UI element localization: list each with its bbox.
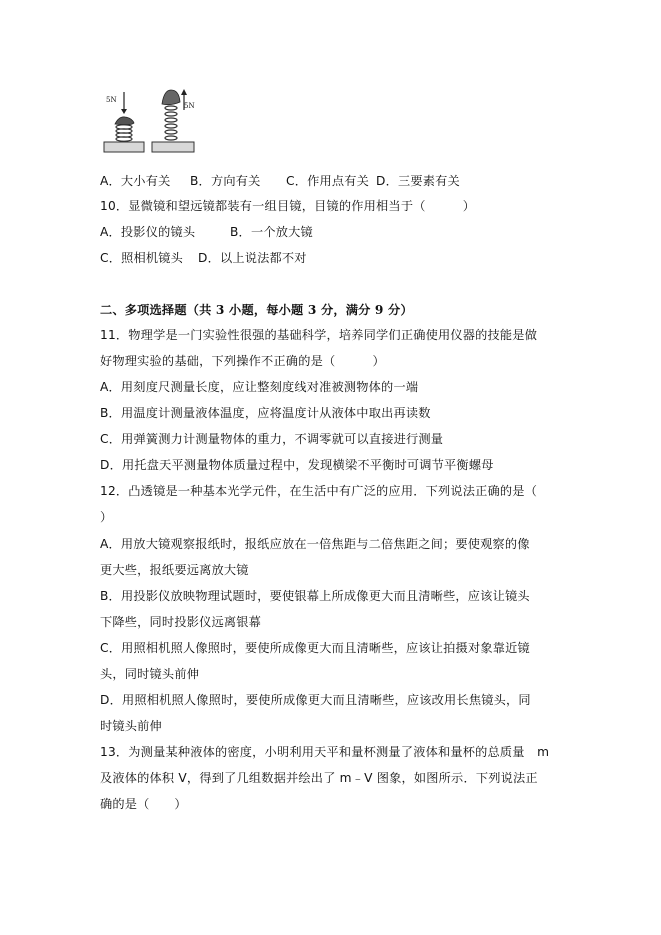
left-force-label: 5N bbox=[106, 96, 117, 104]
left-spring bbox=[116, 125, 132, 141]
q12-option-d-line2[interactable]: 时镜头前伸 bbox=[100, 719, 162, 733]
section-2-title: 二、多项选择题（共 3 小题，每小题 3 分，满分 9 分） bbox=[100, 303, 413, 317]
q11-stem-line2: 好物理实验的基础，下列操作不正确的是（ ） bbox=[100, 354, 385, 368]
right-base bbox=[152, 142, 194, 152]
q12-option-b-line1[interactable]: B．用投影仪放映物理试题时，要使银幕上所成像更大而且清晰些，应该让镜头 bbox=[100, 589, 530, 603]
q13-stem-line2: 及液体的体积 V，得到了几组数据并绘出了 m﹣V 图象，如图所示．下列说法正 bbox=[100, 771, 538, 785]
right-spring bbox=[165, 106, 177, 140]
q10-option-b[interactable]: B．一个放大镜 bbox=[230, 225, 313, 239]
q10-option-d[interactable]: D．以上说法都不对 bbox=[198, 251, 307, 265]
q9-option-d[interactable]: D．三要素有关 bbox=[376, 174, 460, 188]
q9-option-c[interactable]: C．作用点有关 bbox=[286, 174, 370, 188]
q11-option-d[interactable]: D．用托盘天平测量物体质量过程中，发现横梁不平衡时可调节平衡螺母 bbox=[100, 458, 494, 472]
left-base bbox=[104, 142, 144, 152]
q13-stem-line3: 确的是（ ） bbox=[100, 797, 187, 811]
spring-force-figure bbox=[100, 86, 200, 160]
q12-option-d-line1[interactable]: D．用照相机照人像照时，要使所成像更大而且清晰些，应该改用长焦镜头，同 bbox=[100, 693, 531, 707]
q10-stem: 10．显微镜和望远镜都装有一组目镜，目镜的作用相当于（ ） bbox=[100, 199, 476, 213]
q9-option-a[interactable]: A．大小有关 bbox=[100, 174, 171, 188]
q12-stem-line1: 12．凸透镜是一种基本光学元件，在生活中有广泛的应用．下列说法正确的是（ bbox=[100, 484, 538, 498]
q11-option-a[interactable]: A．用刻度尺测量长度，应让整刻度线对准被测物体的一端 bbox=[100, 380, 419, 394]
q13-stem-line1: 13．为测量某种液体的密度，小明利用天平和量杯测量了液体和量杯的总质量 m bbox=[100, 745, 550, 759]
q10-options-row2 bbox=[100, 250, 307, 266]
q12-option-c-line1[interactable]: C．用照相机照人像照时，要使所成像更大而且清晰些，应该让拍摄对象靠近镜 bbox=[100, 641, 530, 655]
q12-stem-line2: ） bbox=[100, 510, 113, 524]
right-hand bbox=[162, 90, 180, 105]
q11-stem-line1: 11．物理学是一门实验性很强的基础科学，培养同学们正确使用仪器的技能是做 bbox=[100, 328, 538, 342]
q12-option-c-line2[interactable]: 头，同时镜头前伸 bbox=[100, 667, 200, 681]
q10-option-a[interactable]: A．投影仪的镜头 bbox=[100, 225, 196, 239]
right-force-label: 5N bbox=[184, 102, 195, 110]
left-hand bbox=[115, 117, 134, 125]
q12-option-a-line1[interactable]: A．用放大镜观察报纸时，报纸应放在一倍焦距与二倍焦距之间；要使观察的像 bbox=[100, 537, 530, 551]
q9-options bbox=[100, 173, 460, 189]
q12-option-a-line2[interactable]: 更大些，报纸要远离放大镜 bbox=[100, 563, 249, 577]
q10-options-row1 bbox=[100, 224, 313, 240]
q11-option-c[interactable]: C．用弹簧测力计测量物体的重力，不调零就可以直接进行测量 bbox=[100, 432, 444, 446]
q11-option-b[interactable]: B．用温度计测量液体温度，应将温度计从液体中取出再读数 bbox=[100, 406, 431, 420]
q10-option-c[interactable]: C．照相机镜头 bbox=[100, 251, 184, 265]
q9-option-b[interactable]: B．方向有关 bbox=[190, 174, 261, 188]
q12-option-b-line2[interactable]: 下降些，同时投影仪远离银幕 bbox=[100, 615, 262, 629]
